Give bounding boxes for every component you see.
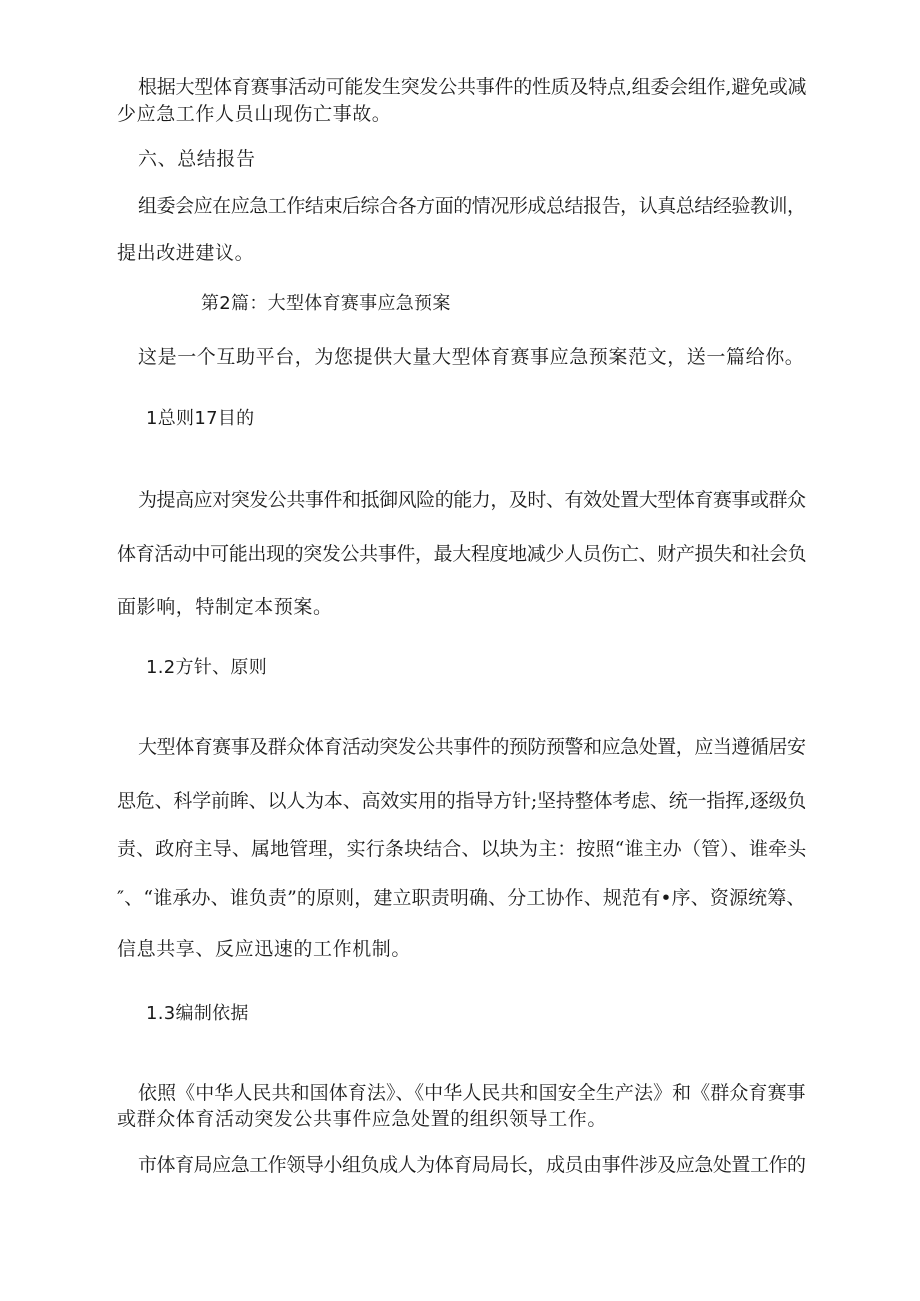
part-title: 第2篇：大型体育赛事应急预案 bbox=[201, 293, 451, 314]
paragraph-line: 市体育局应急工作领导小组负成人为体育局局长，成员由事件涉及应急处置工作的 bbox=[138, 1154, 806, 1176]
paragraph-line: 根据大型体育赛事活动可能发生突发公共事件的性质及特点,组委会组作,避免或减 bbox=[138, 76, 807, 98]
paragraph-line: 体育活动中可能出现的突发公共事件，最大程度地减少人员伤亡、财产损失和社会负 bbox=[117, 543, 807, 565]
paragraph-line: 思危、科学前眸、以人为本、高效实用的指导方针;坚持整体考虑、统一指挥,逐级负 bbox=[117, 790, 807, 812]
paragraph-line: 或群众体育活动突发公共事件应急处置的组织领导工作。 bbox=[117, 1108, 608, 1130]
paragraph-line: 信息共享、反应迅速的工作机制。 bbox=[117, 938, 412, 960]
paragraph-line: 为提高应对突发公共事件和抵御风险的能力，及时、有效处置大型体育赛事或群众 bbox=[138, 489, 806, 511]
paragraph-line: 这是一个互助平台，为您提供大量大型体育赛事应急预案范文，送一篇给你。 bbox=[138, 346, 805, 368]
paragraph-line: 大型体育赛事及群众体育活动突发公共事件的预防预警和应急处置，应当遵循居安 bbox=[138, 736, 806, 758]
paragraph-line: ″、“谁承办、谁负责”的原则，建立职责明确、分工协作、规范有•序、资源统筹、 bbox=[117, 887, 806, 909]
paragraph-line: 提出改进建议。 bbox=[117, 242, 255, 264]
paragraph-line: 面影响，特制定本预案。 bbox=[117, 596, 333, 618]
section-heading: 六、总结报告 bbox=[138, 148, 256, 170]
section-heading: 1总则17目的 bbox=[146, 408, 255, 429]
paragraph-line: 责、政府主导、属地管理，实行条块结合、以块为主：按照“谁主办（管）、谁牵头 bbox=[117, 838, 807, 860]
paragraph-line: 少应急工作人员山现伤亡事故。 bbox=[117, 103, 392, 125]
paragraph-line: 组委会应在应急工作结束后综合各方面的情况形成总结报告，认真总结经验教训， bbox=[138, 195, 806, 217]
section-heading: 1.2方针、原则 bbox=[146, 657, 268, 678]
section-heading: 1.3编制依据 bbox=[146, 1003, 249, 1024]
paragraph-line: 依照《中华人民共和国体育法》、《中华人民共和国安全生产法》和《群众育赛事 bbox=[138, 1082, 806, 1104]
